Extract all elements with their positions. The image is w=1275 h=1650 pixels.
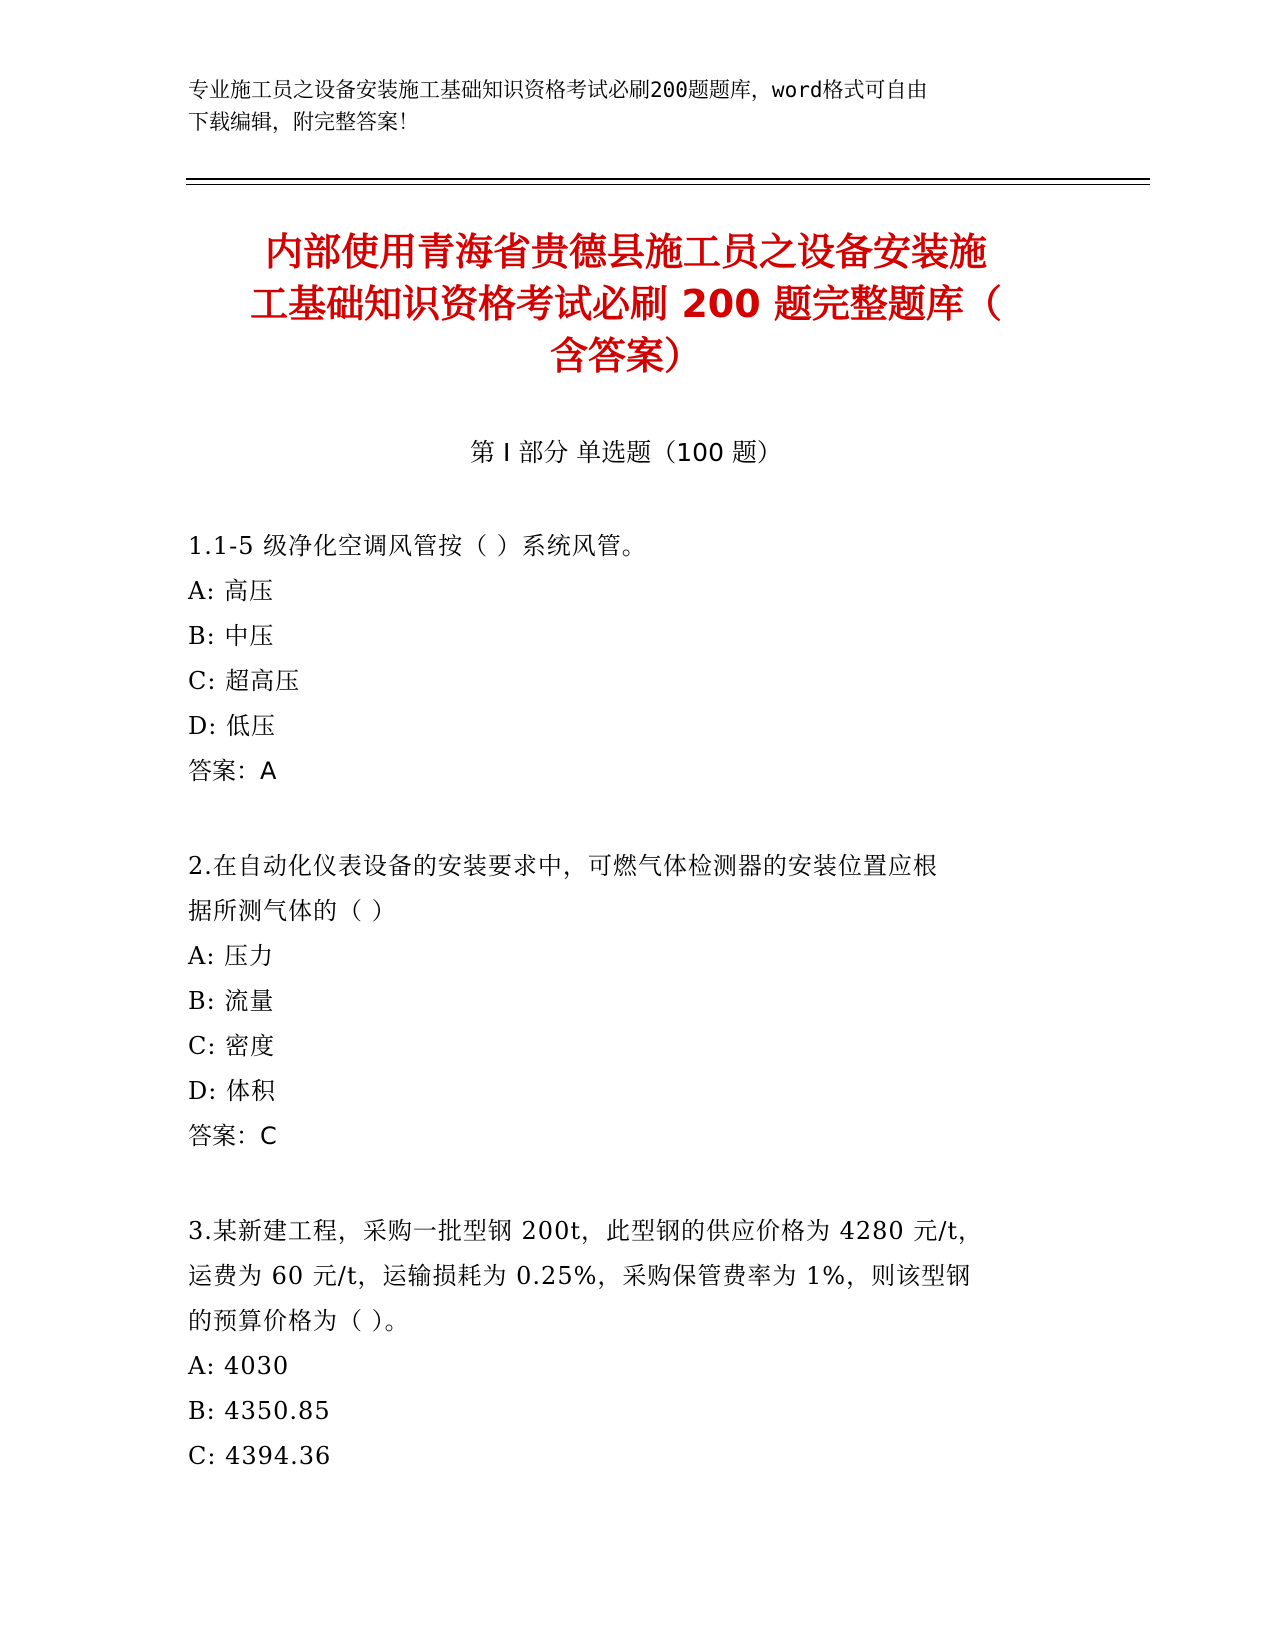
option-d: D: 体积 bbox=[188, 1077, 276, 1105]
question-text: 的预算价格为（ ）。 bbox=[188, 1307, 410, 1335]
option-b: B: 4350.85 bbox=[188, 1397, 331, 1425]
header-divider-thin bbox=[186, 184, 1150, 185]
question-3 bbox=[188, 1209, 1068, 1479]
question-text: 3.某新建工程，采购一批型钢 200t，此型钢的供应价格为 4280 元/t， bbox=[188, 1217, 984, 1245]
header-note-line: 专业施工员之设备安装施工基础知识资格考试必刷200题题库，word格式可自由 bbox=[188, 78, 928, 102]
document-title-line: 含答案） bbox=[549, 334, 702, 378]
option-c: C: 4394.36 bbox=[188, 1442, 332, 1470]
question-text: 1.1-5 级净化空调风管按（ ）系统风管。 bbox=[188, 532, 647, 560]
answer: 答案：A bbox=[188, 757, 277, 785]
document-title-line: 工基础知识资格考试必刷 200 题完整题库（ bbox=[250, 282, 1002, 326]
answer: 答案：C bbox=[188, 1122, 277, 1150]
document-title-line: 内部使用青海省贵德县施工员之设备安装施 bbox=[264, 230, 987, 274]
header-divider-thick bbox=[186, 178, 1150, 180]
option-c: C: 密度 bbox=[188, 1032, 276, 1060]
option-a: A: 压力 bbox=[188, 942, 275, 970]
option-a: A: 4030 bbox=[188, 1352, 290, 1380]
header-note bbox=[188, 74, 1088, 138]
question-text: 运费为 60 元/t，运输损耗为 0.25%，采购保管费率为 1%，则该型钢 bbox=[188, 1262, 972, 1290]
document-title bbox=[186, 226, 1066, 382]
question-text: 据所测气体的（ ） bbox=[188, 897, 397, 925]
option-a: A: 高压 bbox=[188, 577, 275, 605]
question-list bbox=[188, 524, 1068, 1529]
header-note-line: 下载编辑，附完整答案！ bbox=[188, 110, 419, 134]
option-b: B: 流量 bbox=[188, 987, 275, 1015]
question-2 bbox=[188, 844, 1068, 1159]
question-1 bbox=[188, 524, 1068, 794]
section-title: 第 I 部分 单选题（100 题） bbox=[470, 438, 782, 467]
option-c: C: 超高压 bbox=[188, 667, 301, 695]
option-b: B: 中压 bbox=[188, 622, 275, 650]
question-text: 2.在自动化仪表设备的安装要求中，可燃气体检测器的安装位置应根 bbox=[188, 852, 938, 880]
option-d: D: 低压 bbox=[188, 712, 276, 740]
